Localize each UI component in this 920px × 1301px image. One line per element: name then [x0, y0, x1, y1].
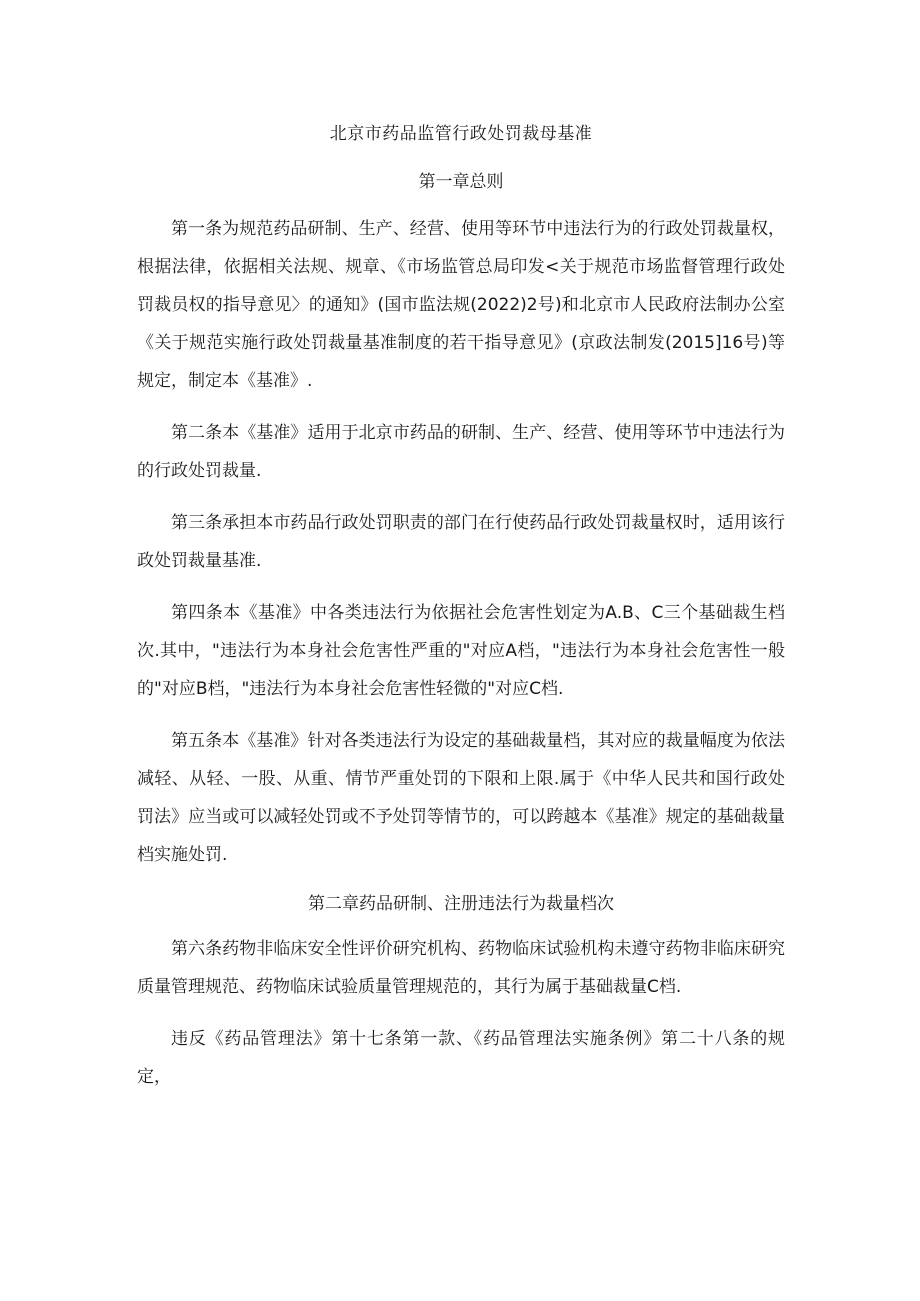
article-1: 第一条为规范药品研制、生产、经营、使用等环节中违法行为的行政处罚裁量权，根据法律，依据相关法规、规章、《市场监管总局印发<关于规范市场监督管理行政处罚裁员权的指导意见〉的通知》(国市监法规(2022)2号)和北京市人民政府法制办公室《关于规范实施行政处罚裁量基准制度的若干指导意见》(京政法制发(2015]16号)等规定，制定本《基准》. [137, 219, 785, 391]
article-4: 第四条本《基准》中各类违法行为依据社会危害性划定为A.B、C三个基础裁生档次.其中，"违法行为本身社会危害性严重的"对应A档，"违法行为本身社会危害性一般的"对应B档，"违法行为本身社会危害性轻微的"对应C档. [137, 603, 785, 699]
chapter-heading-1: 第一章总则 [418, 172, 504, 192]
document-body [137, 118, 785, 1110]
article-3: 第三条承担本市药品行政处罚职责的部门在行使药品行政处罚裁量权时，适用该行政处罚裁量基准. [137, 513, 785, 571]
paragraph-violation: 违反《药品管理法》第十七条第一款、《药品管理法实施条例》第二十八条的规定， [137, 1029, 785, 1087]
article-2: 第二条本《基准》适用于北京市药品的研制、生产、经营、使用等环节中违法行为的行政处罚裁量. [137, 423, 785, 481]
article-6: 第六条药物非临床安全性评价研究机构、药物临床试验机构未遵守药物非临床研究质量管理规范、药物临床试验质量管理规范的，其行为属于基础裁量C档. [137, 939, 785, 997]
chapter-heading-2: 第二章药品研制、注册违法行为裁量档次 [308, 894, 614, 914]
document-title: 北京市药品监管行政处罚裁母基准 [329, 124, 593, 144]
article-5: 第五条本《基准》针对各类违法行为设定的基础裁量档，其对应的裁量幅度为依法减轻、从轻、一股、从重、情节严重处罚的下限和上限.属于《中华人民共和国行政处罚法》应当或可以减轻处罚或不予处罚等情节的，可以跨越本《基准》规定的基础裁量档实施处罚. [137, 731, 785, 865]
